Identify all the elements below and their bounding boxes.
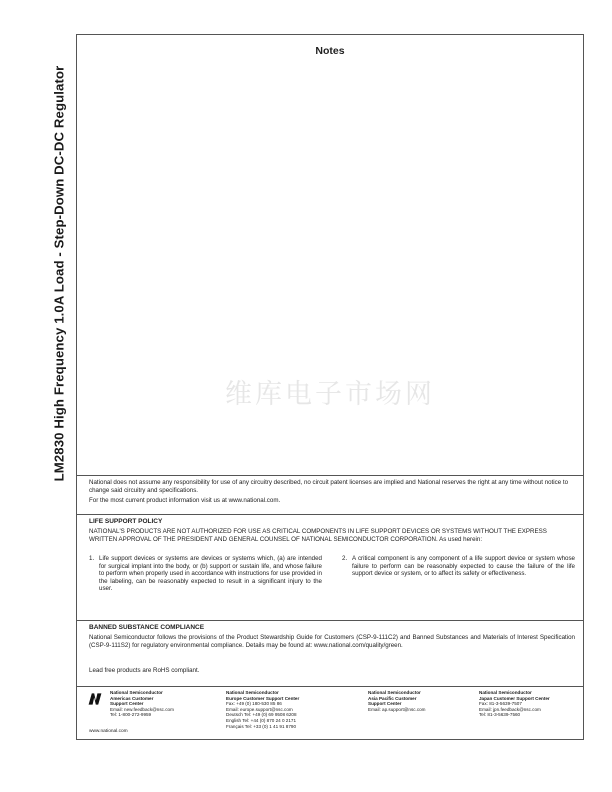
notes-divider	[77, 475, 583, 476]
contact-line: Asia Pacific Customer	[368, 695, 417, 701]
contact-phone: Français Tel: +33 (0) 1 41 91 8790	[226, 723, 297, 729]
section-divider	[77, 620, 583, 621]
contact-line: Support Center	[368, 701, 402, 707]
contact-line: National Semiconductor	[368, 690, 421, 695]
banned-substance-text: National Semiconductor follows the provisions of the Product Stewardship Guide for Customers (CSP-9-111C2) and Banned Substances and Materials of Interest Specification (CSP-9-111S2) for regulatory environmental compliance. Details may be found at: www.national.com/quality/green.	[89, 634, 575, 649]
contact-line: National Semiconductor	[479, 690, 532, 695]
contact-fax: Fax: +49 (0) 180-530 85 86	[226, 701, 282, 707]
document-title: LM2830 High Frequency 1.0A Load - Step-Down DC-DC Regulator	[51, 65, 67, 481]
life-support-definitions	[89, 555, 575, 593]
europe-contact	[226, 690, 299, 729]
contact-email: Email: jpn.feedback@nsc.com	[479, 706, 541, 712]
disclaimer-text: National does not assume any responsibility for use of any circuitry described, no circuit patent licenses are implied and National reserves the right at any time without notice to change said circuitry and specifications.	[89, 479, 569, 495]
contact-email: Email: europe.support@nsc.com	[226, 706, 293, 712]
contact-line: National Semiconductor	[110, 690, 163, 695]
contact-phone: English Tel: +44 (0) 870 24 0 2171	[226, 717, 297, 723]
americas-contact	[110, 690, 174, 718]
contact-line: Americas Customer	[110, 695, 154, 701]
definition-item	[89, 555, 322, 593]
website-link[interactable]: www.national.com	[89, 729, 128, 734]
life-support-text: NATIONAL'S PRODUCTS ARE NOT AUTHORIZED FOR USE AS CRITICAL COMPONENTS IN LIFE SUPPORT DEVICES OR SYSTEMS WITHOUT THE EXPRESS WRITTEN APPROVAL OF THE PRESIDENT AND GENERAL COUNSEL OF NATIONAL SEMICONDUCTOR CORPORATION. As used herein:	[89, 528, 547, 543]
side-title	[49, 40, 69, 506]
contact-line: Japan Customer Support Center	[479, 695, 550, 701]
contact-email: Email: ap.support@nsc.com	[368, 706, 426, 712]
national-logo-icon	[87, 691, 103, 707]
definition-item	[342, 555, 575, 593]
contact-footer	[77, 686, 583, 741]
contact-phone: Tel: 1-800-272-9959	[110, 712, 152, 718]
definition-number: 1.	[89, 555, 95, 562]
notes-title: Notes	[315, 45, 345, 57]
lead-free-note: Lead free products are RoHS compliant.	[89, 667, 200, 674]
contact-email: Email: new.feedback@nsc.com	[110, 706, 174, 712]
japan-contact	[479, 690, 550, 718]
disclaimer-website-note: For the most current product information visit us at www.national.com.	[89, 497, 281, 505]
contact-line: National Semiconductor	[226, 690, 279, 695]
contact-phone: Tel: 81-3-5639-7560	[479, 712, 521, 718]
page-frame	[76, 34, 584, 740]
contact-line: Support Center	[110, 701, 144, 707]
definition-number: 2.	[342, 555, 348, 562]
definition-text: Life support devices or systems are devices or systems which, (a) are intended for surgical implant into the body, or (b) support or sustain life, and whose failure to perform when properly used in accordance with instructions for use provided in the labeling, can be reasonably expected to result in a significant injury to the user.	[99, 555, 322, 592]
contact-line: Europe Customer Support Center	[226, 695, 300, 701]
banned-substance-heading: BANNED SUBSTANCE COMPLIANCE	[89, 624, 205, 631]
contact-fax: Fax: 81-3-5639-7507	[479, 701, 522, 707]
section-divider	[77, 514, 583, 515]
contact-phone: Deutsch Tel: +49 (0) 69 9508 6208	[226, 712, 297, 718]
disclaimer	[89, 479, 575, 508]
definition-text: A critical component is any component of a life support device or system whose failure to perform can be reasonably expected to cause the failure of the life support device or system, or to affect its safety or effectiveness.	[352, 555, 575, 577]
watermark: 维库电子市场网	[225, 379, 435, 410]
asia-pacific-contact	[368, 690, 426, 712]
life-support-heading: LIFE SUPPORT POLICY	[89, 518, 163, 525]
